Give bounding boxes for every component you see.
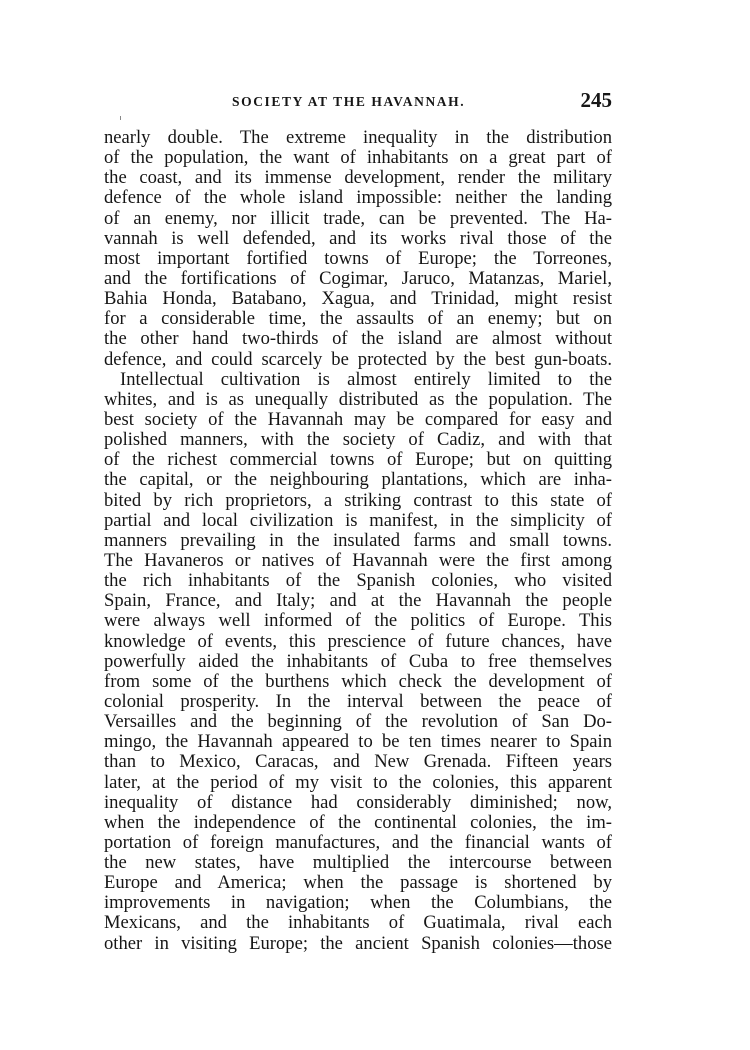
text-line: Europe and America; when the passage is shortened by bbox=[104, 873, 612, 894]
text-line: bited by rich proprietors, a striking contrast to this state of bbox=[104, 490, 612, 511]
text-line: of an enemy, nor illicit trade, can be prevented. The Ha- bbox=[104, 208, 612, 229]
text-line: defence of the whole island impossible: neither the landing bbox=[104, 188, 612, 209]
text-line: vannah is well defended, and its works rival those of the bbox=[104, 228, 612, 249]
text-line: manners prevailing in the insulated farms and small towns. bbox=[104, 530, 612, 551]
text-line: Bahia Honda, Batabano, Xagua, and Trinidad, might resist bbox=[104, 289, 612, 310]
text-line: later, at the period of my visit to the colonies, this apparent bbox=[104, 772, 612, 793]
text-line: the other hand two-thirds of the island are almost without bbox=[104, 329, 612, 350]
text-line: partial and local civilization is manifest, in the simplicity of bbox=[104, 510, 612, 531]
text-line: the new states, have multiplied the intercourse between bbox=[104, 853, 612, 874]
text-line: best society of the Havannah may be compared for easy and bbox=[104, 409, 612, 430]
running-title: SOCIETY AT THE HAVANNAH. bbox=[232, 94, 466, 109]
text-line: Mexicans, and the inhabitants of Guatimala, rival each bbox=[104, 913, 612, 934]
text-line: knowledge of events, this prescience of future chances, have bbox=[104, 631, 612, 652]
page-number: 245 bbox=[580, 88, 612, 112]
text-line: inequality of distance had considerably diminished; now, bbox=[104, 792, 612, 813]
text-line: Spain, France, and Italy; and at the Havannah the people bbox=[104, 591, 612, 612]
text-line: the capital, or the neighbouring plantations, which are inha- bbox=[104, 470, 612, 491]
text-line: mingo, the Havannah appeared to be ten times nearer to Spain bbox=[104, 732, 612, 753]
text-line: other in visiting Europe; the ancient Spanish colonies—those bbox=[104, 933, 612, 954]
text-line: colonial prosperity. In the interval between the peace of bbox=[104, 691, 612, 712]
text-line: the coast, and its immense development, render the military bbox=[104, 168, 612, 189]
text-line: were always well informed of the politics of Europe. This bbox=[104, 611, 612, 632]
running-head bbox=[104, 88, 612, 116]
text-line: of the population, the want of inhabitants on a great part of bbox=[104, 148, 612, 169]
text-line: most important fortified towns of Europe; the Torreones, bbox=[104, 248, 612, 269]
text-line: portation of foreign manufactures, and the financial wants of bbox=[104, 832, 612, 853]
text-line: and the fortifications of Cogimar, Jaruco, Matanzas, Mariel, bbox=[104, 268, 612, 289]
text-line: than to Mexico, Caracas, and New Grenada. Fifteen years bbox=[104, 752, 612, 773]
body-text bbox=[104, 128, 612, 954]
text-line: of the richest commercial towns of Europe; but on quitting bbox=[104, 450, 612, 471]
text-line: The Havaneros or natives of Havannah were the first among bbox=[104, 550, 612, 571]
text-line: defence, and could scarcely be protected by the best gun-boats. bbox=[104, 349, 612, 370]
text-line: powerfully aided the inhabitants of Cuba to free themselves bbox=[104, 651, 612, 672]
text-line: from some of the burthens which check the development of bbox=[104, 671, 612, 692]
text-line: polished manners, with the society of Cadiz, and with that bbox=[104, 430, 612, 451]
paragraph-start-line: Intellectual cultivation is almost entirely limited to the bbox=[120, 369, 612, 390]
text-line: Versailles and the beginning of the revolution of San Do- bbox=[104, 712, 612, 733]
text-line: for a considerable time, the assaults of an enemy; but on bbox=[104, 309, 612, 330]
text-line: improvements in navigation; when the Columbians, the bbox=[104, 893, 612, 914]
stray-ink-mark bbox=[120, 116, 121, 120]
text-line: when the independence of the continental colonies, the im- bbox=[104, 812, 612, 833]
text-line: the rich inhabitants of the Spanish colonies, who visited bbox=[104, 571, 612, 592]
text-line: whites, and is as unequally distributed as the population. The bbox=[104, 389, 612, 410]
text-line: nearly double. The extreme inequality in the distribution bbox=[104, 128, 612, 148]
